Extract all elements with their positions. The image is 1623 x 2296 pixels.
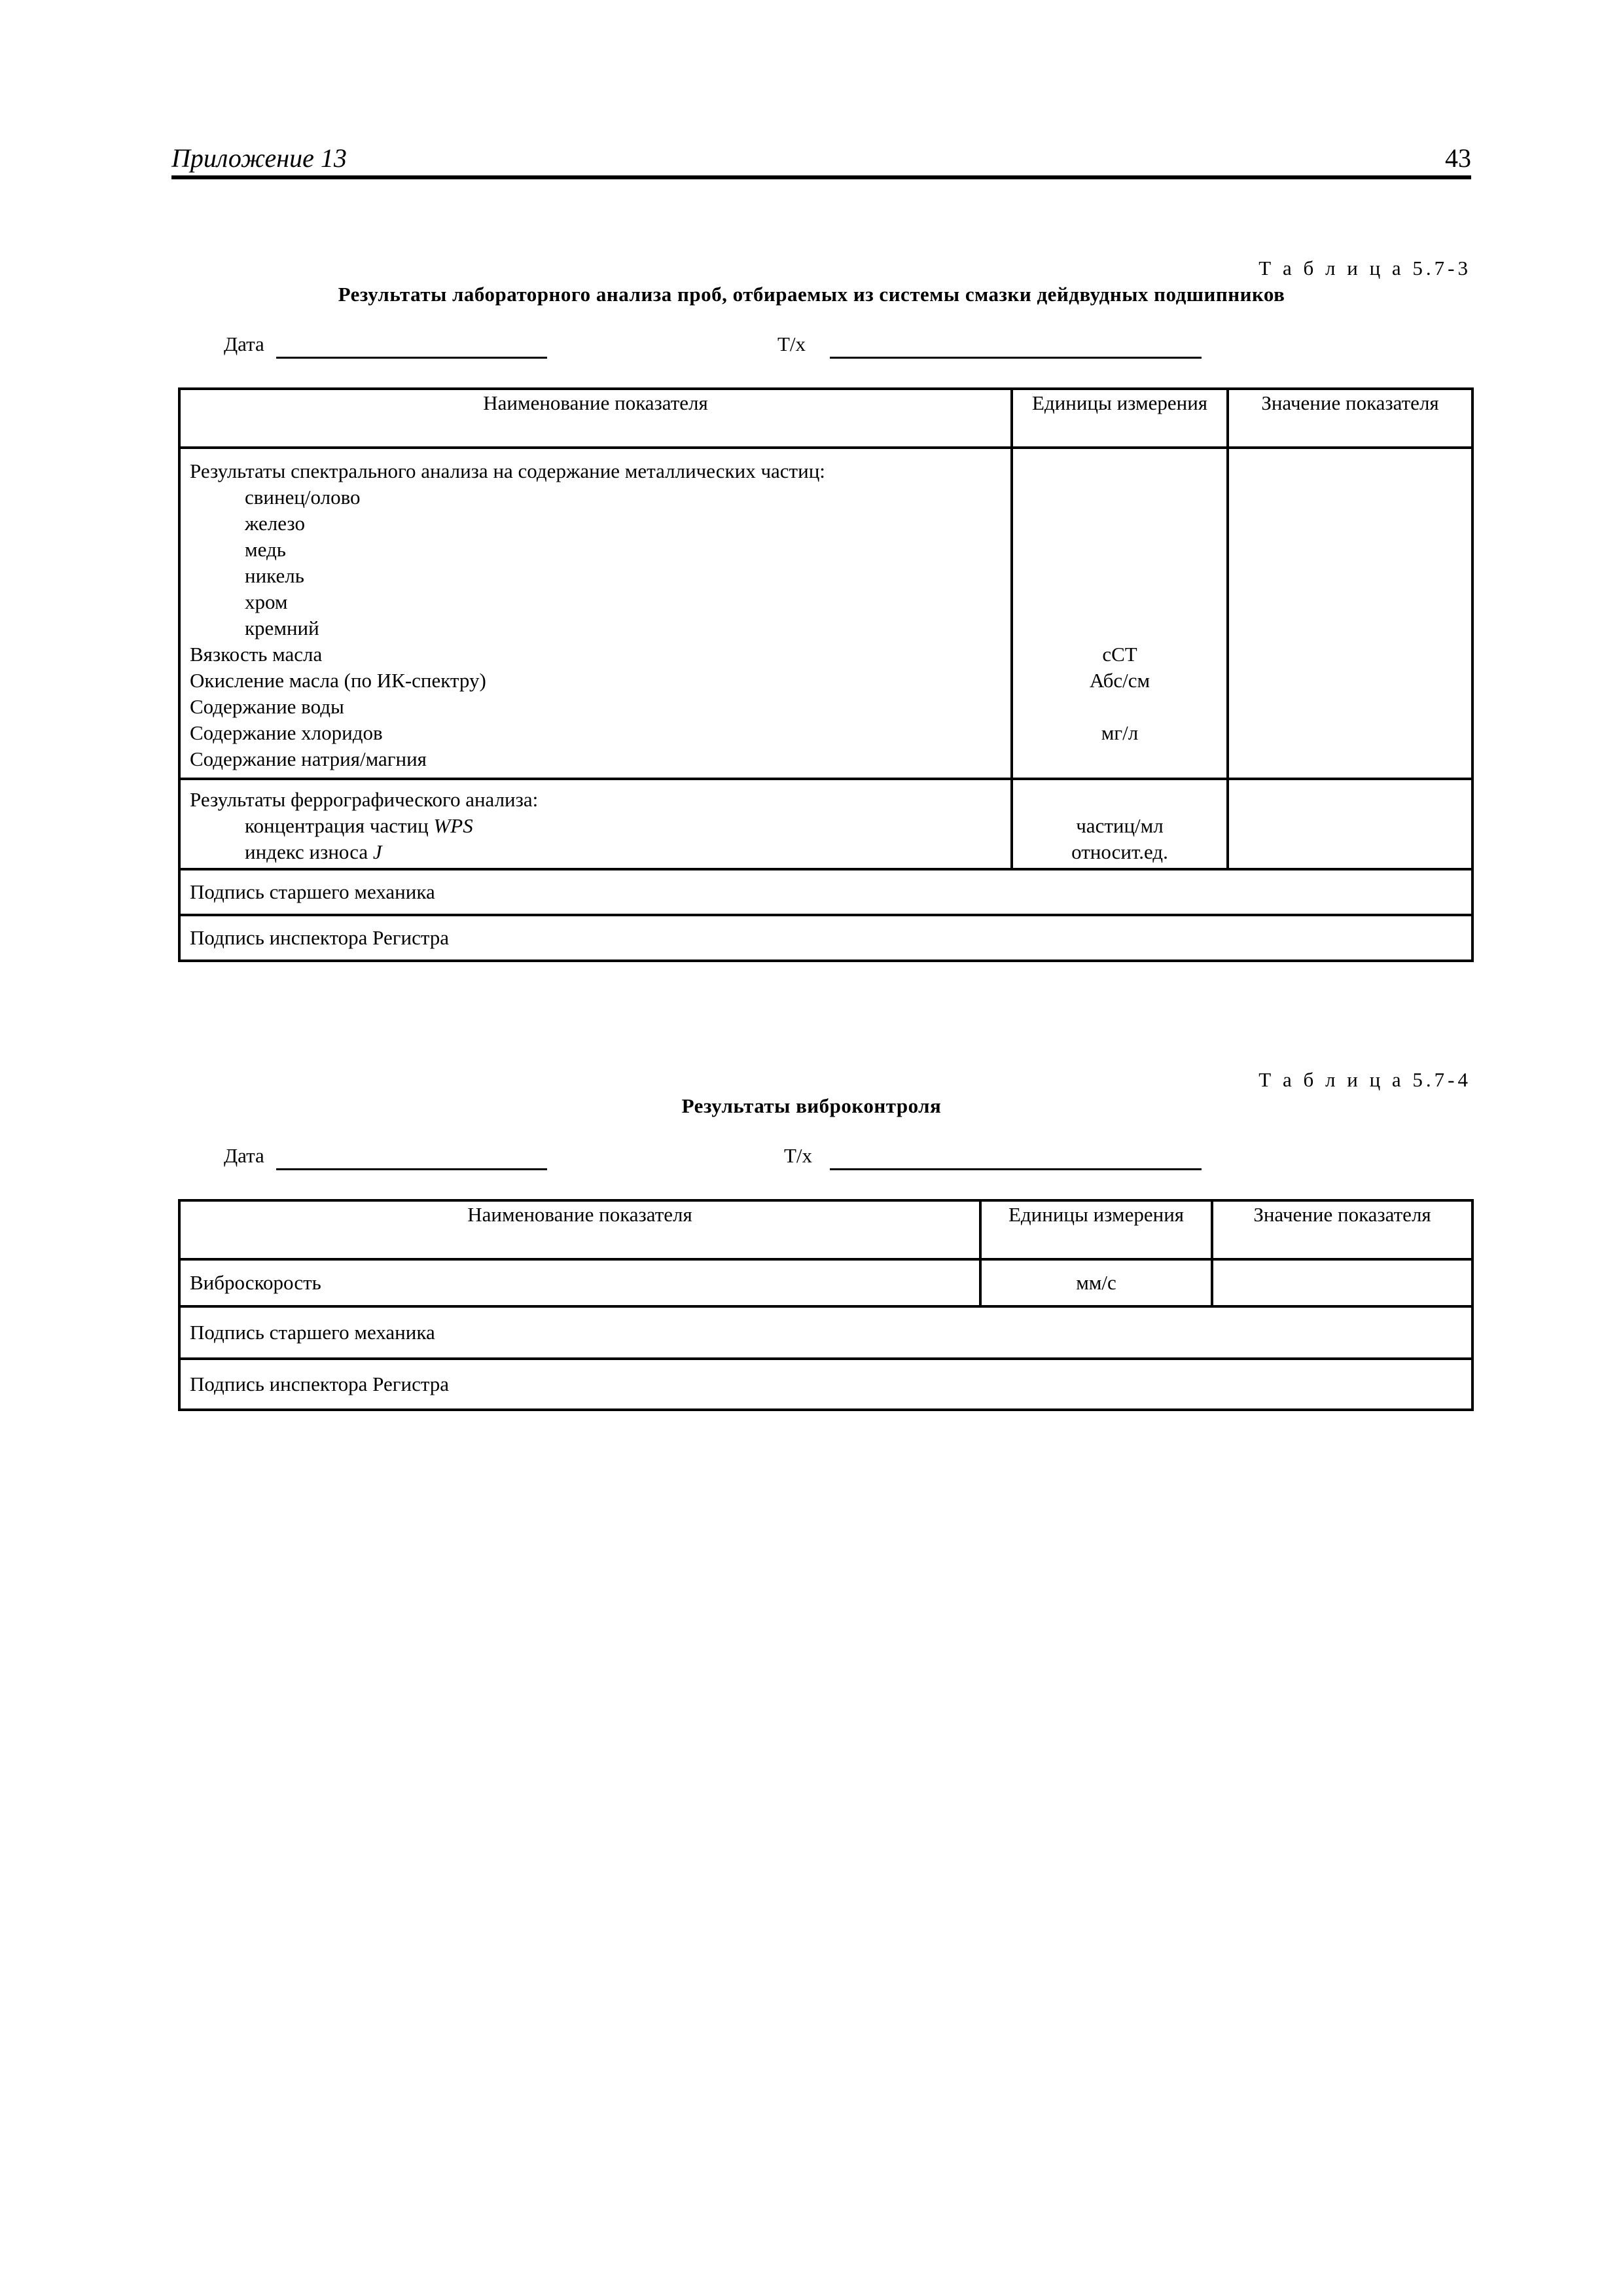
- spectral-heading: Результаты спектрального анализа на содержание металлических частиц:: [190, 459, 825, 482]
- row-name: Содержание воды: [190, 695, 344, 718]
- unit-cell: частиц/мл: [1076, 814, 1164, 837]
- table1-label: Т а б л и ц а 5.7-3: [1258, 257, 1471, 279]
- column-header-name: Наименование показателя: [179, 389, 1012, 448]
- column-header-value: Значение показателя: [1228, 389, 1472, 448]
- list-item: индекс износа J: [245, 840, 382, 863]
- table2-vessel-label: Т/х: [784, 1144, 813, 1167]
- table-header-row: [179, 1200, 1472, 1259]
- value-cell-ferrography[interactable]: [1228, 779, 1472, 869]
- row-name: Содержание хлоридов: [190, 721, 383, 744]
- table1-title: Результаты лабораторного анализа проб, отбираемых из системы смазки дейдвудных подшипников: [338, 283, 1285, 306]
- table-row-oil-analysis: [179, 448, 1472, 779]
- row-name: Окисление масла (по ИК-спектру): [190, 669, 486, 692]
- table2-date-label: Дата: [224, 1144, 264, 1167]
- table-row-vibration: [179, 1259, 1472, 1306]
- table1-vessel-field[interactable]: [830, 357, 1202, 359]
- ferrography-units: [1012, 779, 1228, 869]
- row-name: Вязкость масла: [190, 643, 323, 666]
- vibration-table: [178, 1199, 1474, 1411]
- table2-vessel-field[interactable]: [830, 1168, 1202, 1170]
- signature-mechanic[interactable]: Подпись старшего механика: [179, 1306, 1472, 1359]
- list-item: хром: [245, 590, 288, 613]
- unit-cell: сСТ: [1102, 643, 1137, 666]
- list-item: никель: [245, 564, 304, 587]
- table-row-signature-inspector: [179, 1359, 1472, 1410]
- table1-date-label: Дата: [224, 332, 264, 355]
- unit-cell: относит.ед.: [1071, 840, 1168, 863]
- signature-mechanic[interactable]: Подпись старшего механика: [179, 869, 1472, 915]
- row-name: Содержание натрия/магния: [190, 747, 427, 770]
- list-item: концентрация частиц WPS: [245, 814, 473, 837]
- table1-vessel-label: Т/х: [777, 332, 806, 355]
- list-item: железо: [245, 512, 305, 535]
- table2-date-field[interactable]: [276, 1168, 547, 1170]
- list-item: кремний: [245, 617, 319, 639]
- value-cell-oil-analysis[interactable]: [1228, 448, 1472, 779]
- value-cell-vibration[interactable]: [1212, 1259, 1472, 1306]
- table-row-signature-mechanic: [179, 869, 1472, 915]
- table-row-signature-mechanic: [179, 1306, 1472, 1359]
- list-item: медь: [245, 538, 286, 561]
- unit-cell: мг/л: [1101, 721, 1139, 744]
- table2-label: Т а б л и ц а 5.7-4: [1258, 1068, 1471, 1091]
- signature-inspector[interactable]: Подпись инспектора Регистра: [179, 1359, 1472, 1410]
- oil-analysis-names: [179, 448, 1012, 779]
- page-number: 43: [1445, 143, 1471, 173]
- column-header-unit: Единицы измерения: [980, 1200, 1212, 1259]
- column-header-value: Значение показателя: [1212, 1200, 1472, 1259]
- table2-title: Результаты виброконтроля: [681, 1094, 942, 1117]
- row-name: Виброскорость: [179, 1259, 980, 1306]
- signature-inspector[interactable]: Подпись инспектора Регистра: [179, 915, 1472, 961]
- unit-cell: Абс/см: [1089, 669, 1150, 692]
- ferro-heading: Результаты феррографического анализа:: [190, 788, 539, 811]
- table-row-signature-inspector: [179, 915, 1472, 961]
- lab-analysis-table: [178, 387, 1474, 962]
- ferrography-names: [179, 779, 1012, 869]
- table-row-ferrography: [179, 779, 1472, 869]
- column-header-name: Наименование показателя: [179, 1200, 980, 1259]
- unit-cell: мм/с: [980, 1259, 1212, 1306]
- column-header-unit: Единицы измерения: [1012, 389, 1228, 448]
- list-item: свинец/олово: [245, 486, 361, 509]
- appendix-title: Приложение 13: [171, 143, 347, 173]
- header-rule: [171, 175, 1471, 179]
- table1-date-field[interactable]: [276, 357, 547, 359]
- table-header-row: [179, 389, 1472, 448]
- oil-analysis-units: [1012, 448, 1228, 779]
